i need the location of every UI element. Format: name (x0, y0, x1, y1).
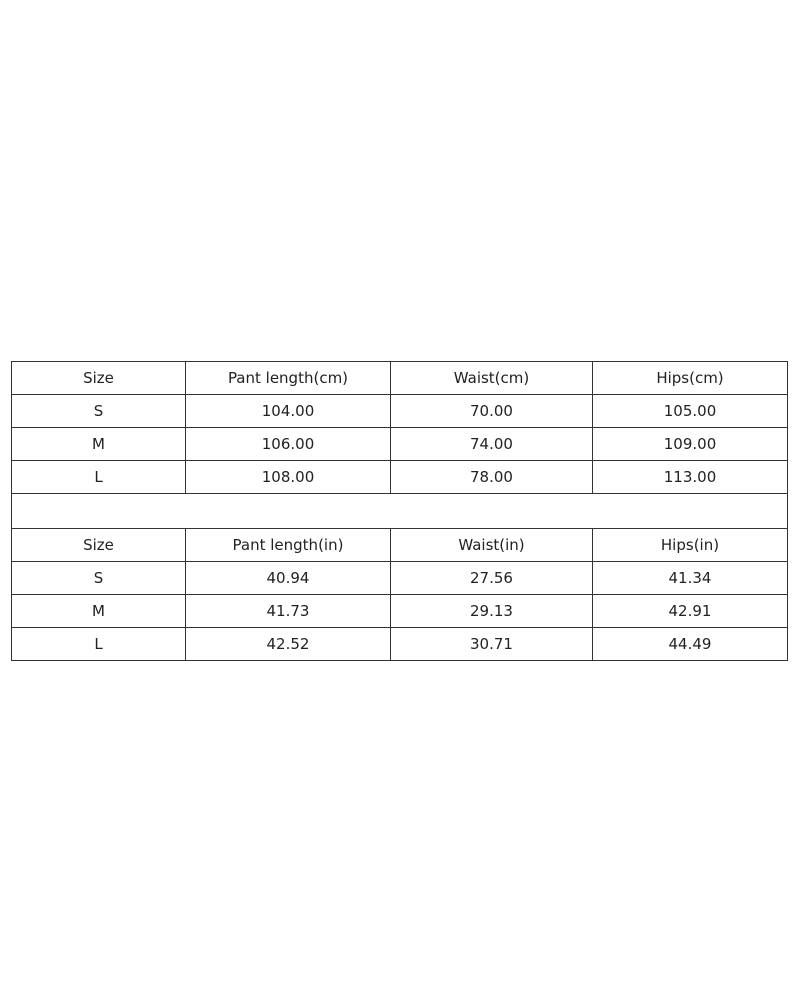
column-header: Pant length(cm) (186, 362, 391, 395)
column-header: Size (12, 529, 186, 562)
measurement-cell: 105.00 (593, 395, 788, 428)
column-header: Hips(in) (593, 529, 788, 562)
measurement-cell: 74.00 (391, 428, 593, 461)
measurement-cell: 106.00 (186, 428, 391, 461)
measurement-cell: 108.00 (186, 461, 391, 494)
size-label-cell: S (12, 395, 186, 428)
column-header: Size (12, 362, 186, 395)
measurement-cell: 42.91 (593, 595, 788, 628)
measurement-cell: 113.00 (593, 461, 788, 494)
table-row (12, 562, 788, 595)
table-row (12, 428, 788, 461)
measurement-cell: 42.52 (186, 628, 391, 661)
table-row (12, 395, 788, 428)
measurement-cell: 44.49 (593, 628, 788, 661)
table-header-row (12, 362, 788, 395)
size-chart-table (11, 361, 788, 661)
table-spacer-row (12, 494, 788, 529)
measurement-cell: 29.13 (391, 595, 593, 628)
measurement-cell: 78.00 (391, 461, 593, 494)
measurement-cell: 30.71 (391, 628, 593, 661)
measurement-cell: 40.94 (186, 562, 391, 595)
table-header-row (12, 529, 788, 562)
column-header: Waist(cm) (391, 362, 593, 395)
measurement-cell: 109.00 (593, 428, 788, 461)
size-label-cell: L (12, 461, 186, 494)
table-row (12, 461, 788, 494)
measurement-cell: 27.56 (391, 562, 593, 595)
column-header: Pant length(in) (186, 529, 391, 562)
column-header: Waist(in) (391, 529, 593, 562)
table-spacer-cell (12, 494, 788, 529)
measurement-cell: 41.73 (186, 595, 391, 628)
size-label-cell: M (12, 428, 186, 461)
measurement-cell: 104.00 (186, 395, 391, 428)
size-label-cell: S (12, 562, 186, 595)
size-label-cell: L (12, 628, 186, 661)
measurement-cell: 41.34 (593, 562, 788, 595)
column-header: Hips(cm) (593, 362, 788, 395)
table-row (12, 595, 788, 628)
size-chart-body (12, 362, 788, 661)
size-label-cell: M (12, 595, 186, 628)
measurement-cell: 70.00 (391, 395, 593, 428)
table-row (12, 628, 788, 661)
